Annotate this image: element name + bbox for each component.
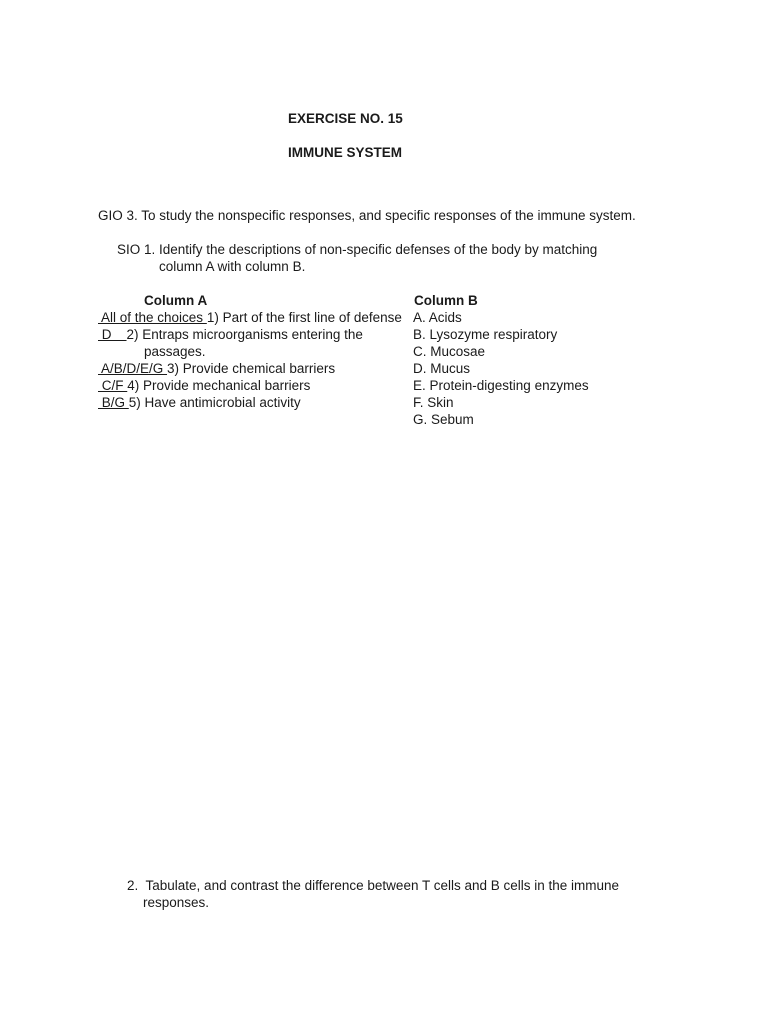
column-a-item-5	[98, 394, 301, 411]
column-b-item-a: A. Acids	[413, 310, 462, 325]
item-5-text: 5) Have antimicrobial activity	[128, 395, 301, 410]
answer-blank-1: All of the choices	[98, 310, 207, 325]
answer-blank-2: D	[98, 327, 127, 342]
exercise-title: EXERCISE NO. 15	[288, 111, 403, 126]
column-b-heading: Column B	[414, 293, 478, 308]
item-1-text: 1) Part of the first line of defense	[206, 310, 402, 325]
answer-blank-4: C/F	[98, 378, 128, 393]
column-b-item-b: B. Lysozyme respiratory	[413, 327, 558, 342]
answer-blank-5: B/G	[98, 395, 129, 410]
item-3-text: 3) Provide chemical barriers	[167, 361, 336, 376]
sio-line-2: column A with column B.	[159, 259, 306, 274]
item-4-text: 4) Provide mechanical barriers	[127, 378, 311, 393]
column-a-item-3	[98, 360, 335, 377]
column-b-item-f: F. Skin	[413, 395, 454, 410]
question-2-line-2: responses.	[143, 895, 210, 910]
column-b-item-d: D. Mucus	[413, 361, 471, 376]
gio-statement: GIO 3. To study the nonspecific responses, and specific responses of the immune system.	[98, 208, 636, 223]
answer-blank-3: A/B/D/E/G	[98, 361, 168, 376]
sio-line-1: SIO 1. Identify the descriptions of non-specific defenses of the body by matching	[117, 242, 598, 257]
topic-title: IMMUNE SYSTEM	[288, 145, 403, 160]
column-b-item-c: C. Mucosae	[413, 344, 486, 359]
item-2-text-continued: passages.	[144, 344, 206, 359]
column-a-heading: Column A	[144, 293, 208, 308]
item-2-text: 2) Entraps microorganisms entering the	[126, 327, 363, 342]
column-b-item-e: E. Protein-digesting enzymes	[413, 378, 589, 393]
column-b-item-g: G. Sebum	[413, 412, 474, 427]
column-a-item-2	[98, 326, 363, 343]
column-a-item-1	[98, 309, 402, 326]
column-a-item-4	[98, 377, 310, 394]
question-2-line-1: 2. Tabulate, and contrast the difference between T cells and B cells in the immune	[127, 878, 620, 893]
